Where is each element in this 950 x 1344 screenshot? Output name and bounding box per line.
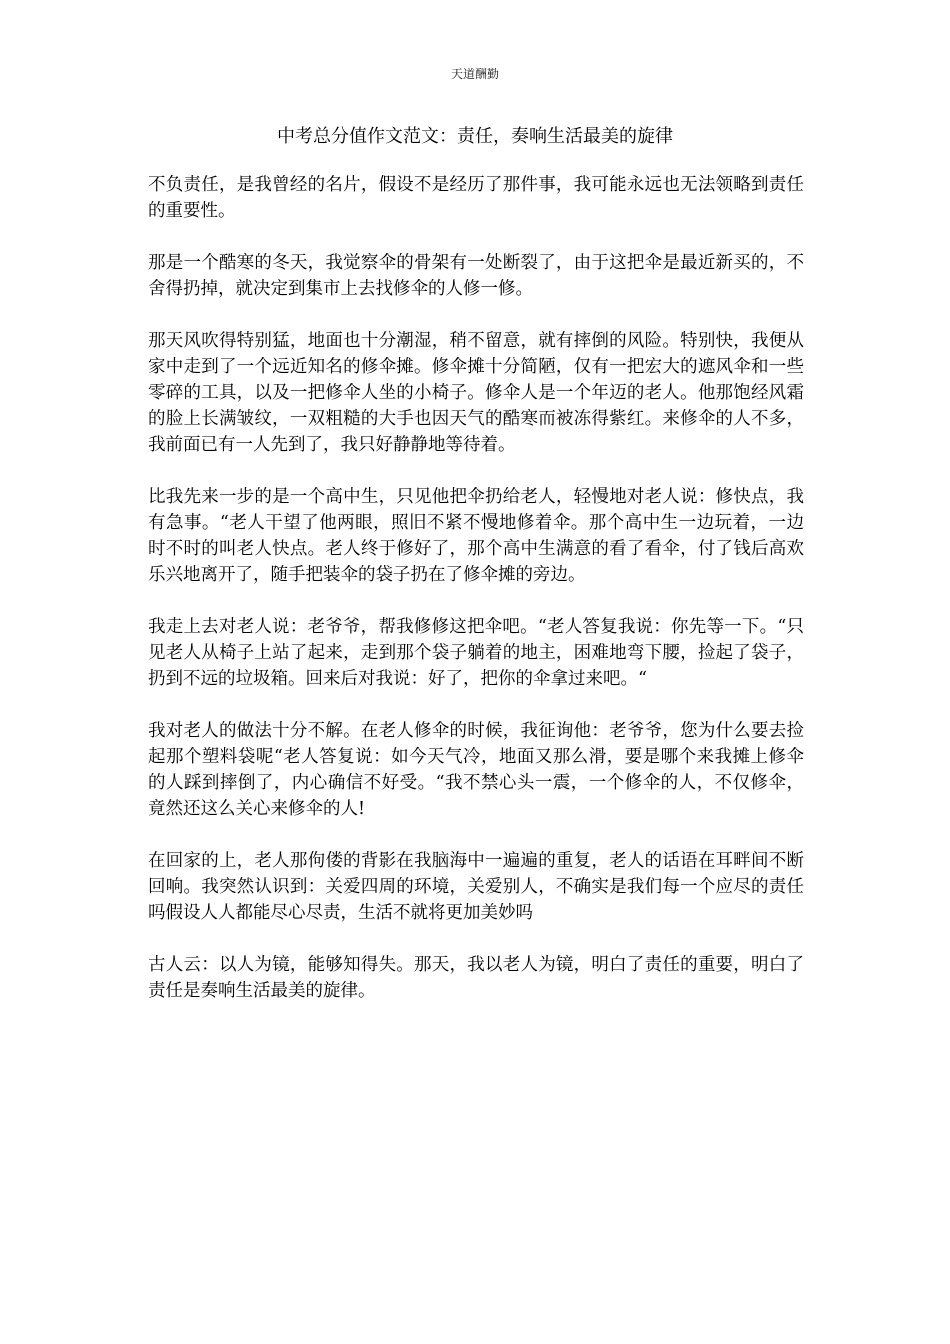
paragraph-4: 比我先来一步的是一个高中生，只见他把伞扔给老人，轻慢地对老人说：修快点，我有急事。“老人干望了他两眼，照旧不紧不慢地修着伞。那个高中生一边玩着，一边时不时的叫老人快点。老人终于修好了，那个高中生满意的看了看伞，付了钱后高欢乐兴地离开了，随手把装伞的袋子扔在了修伞摊的旁边。 [148, 487, 804, 585]
paragraph-2: 那是一个酷寒的冬天，我觉察伞的骨架有一处断裂了，由于这把伞是最近新买的，不舍得扔掉，就决定到集市上去找修伞的人修一修。 [148, 253, 804, 299]
paragraph-3: 那天风吹得特别猛，地面也十分潮湿，稍不留意，就有摔倒的风险。特别快，我便从家中走到了一个远近知名的修伞摊。修伞摊十分简陋，仅有一把宏大的遮风伞和一些零碎的工具，以及一把修伞人坐的小椅子。修伞人是一个年迈的老人。他那饱经风霜的脸上长满皱纹，一双粗糙的大手也因天气的酷寒而被冻得紫红。来修伞的人不多，我前面已有一人先到了，我只好静静地等待着。 [148, 331, 804, 455]
paragraph-7: 在回家的上，老人那佝偻的背影在我脑海中一遍遍的重复，老人的话语在耳畔间不断回响。我突然认识到：关爱四周的环境，关爱别人，不确实是我们每一个应尽的责任吗假设人人都能尽心尽责，生活不就将更加美妙吗 [148, 851, 804, 923]
document-title: 中考总分值作文范文：责任，奏响生活最美的旋律 [277, 126, 673, 147]
paragraph-1: 不负责任，是我曾经的名片，假设不是经历了那件事，我可能永远也无法领略到责任的重要性。 [148, 175, 804, 221]
paragraph-8: 古人云：以人为镜，能够知得失。那天，我以老人为镜，明白了责任的重要，明白了责任是奏响生活最美的旋律。 [148, 955, 804, 1001]
paragraph-6: 我对老人的做法十分不解。在老人修伞的时候，我征询他：老爷爷，您为什么要去捡起那个塑料袋呢“老人答复说：如今天气冷，地面又那么滑，要是哪个来我摊上修伞的人踩到摔倒了，内心确信不好受。“我不禁心头一震，一个修伞的人，不仅修伞，竟然还这么关心来修伞的人! [148, 721, 804, 819]
page-header: 天道酬勤 [450, 67, 499, 81]
document-body [148, 172, 804, 1030]
paragraph-5: 我走上去对老人说：老爷爷，帮我修修这把伞吧。“老人答复我说：你先等一下。“只见老人从椅子上站了起来，走到那个袋子躺着的地主，困难地弯下腰，捡起了袋子，扔到不远的垃圾箱。回来后对我说：好了，把你的伞拿过来吧。“ [148, 617, 804, 689]
